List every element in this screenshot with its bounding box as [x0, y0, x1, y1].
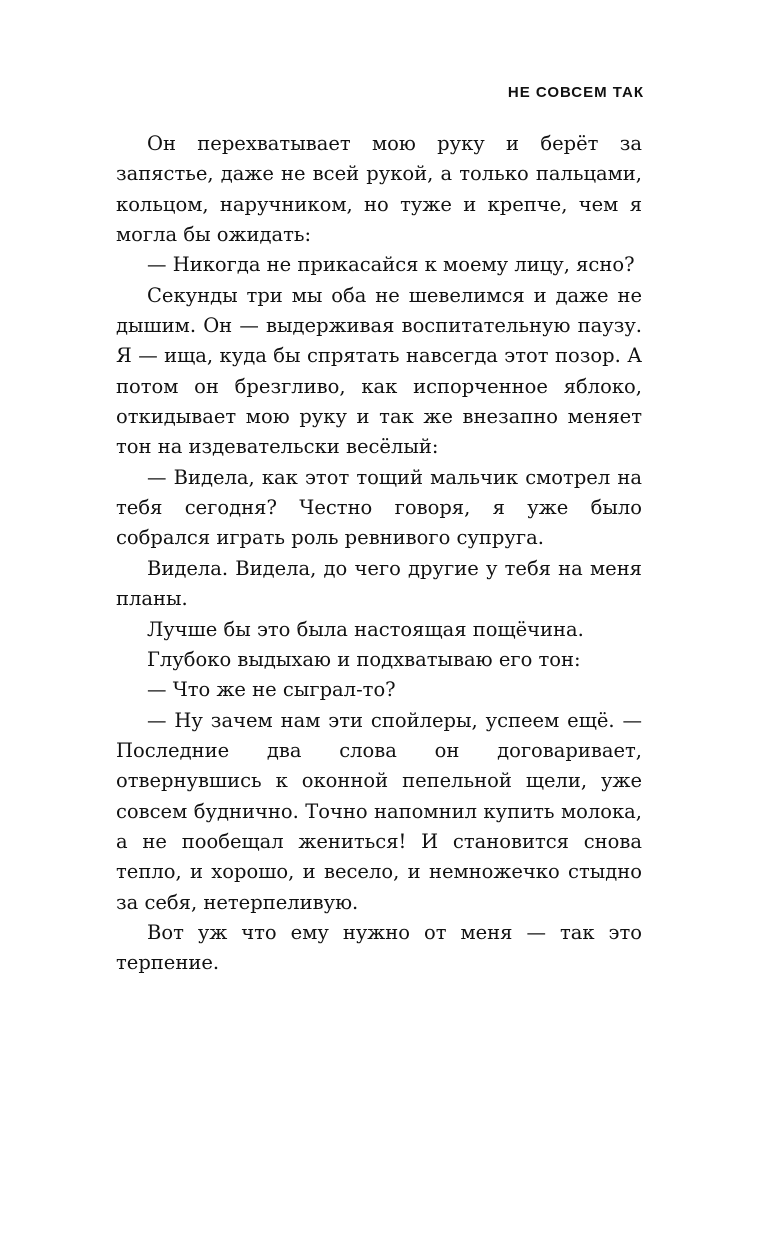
paragraph: Он перехватывает мою руку и берёт за запястье, даже не всей рукой, а только пальцами, кольцом, наручником, но туже и крепче, чем я могла бы ожидать:: [116, 132, 642, 247]
running-head: НЕ СОВСЕМ ТАК: [507, 84, 644, 101]
body-text: [116, 129, 642, 979]
paragraph: Вот уж что ему нужно от меня — так это терпение.: [116, 920, 642, 975]
paragraph: Глубоко выдыхаю и подхватываю его тон:: [147, 647, 581, 671]
paragraph: Видела. Видела, до чего другие у тебя на меня планы.: [116, 556, 642, 611]
paragraph: — Видела, как этот тощий мальчик смотрел на тебя сегодня? Честно говоря, я уже было собрался играть роль ревнивого супруга.: [116, 465, 642, 550]
paragraph: Лучше бы это была настоящая пощёчина.: [147, 617, 584, 641]
paragraph: — Ну зачем нам эти спойлеры, успеем ещё. — Последние два слова он договаривает, отвернувшись к оконной пепельной щели, уже совсем буднично. Точно напомнил купить молока, а не пообещал жениться! И становится снова тепло, и хорошо, и весело, и немножечко стыдно за себя, нетерпеливую.: [116, 708, 642, 914]
paragraph: — Что же не сыграл-то?: [147, 678, 396, 702]
paragraph: — Никогда не прикасайся к моему лицу, ясно?: [147, 253, 635, 277]
paragraph: Секунды три мы оба не шевелимся и даже не дышим. Он — выдерживая воспитательную паузу. Я — ища, куда бы спрятать навсегда этот позор. А потом он брезгливо, как испорченное яблоко, откидывает мою руку и так же внезапно меняет тон на издевательски весёлый:: [116, 283, 642, 459]
